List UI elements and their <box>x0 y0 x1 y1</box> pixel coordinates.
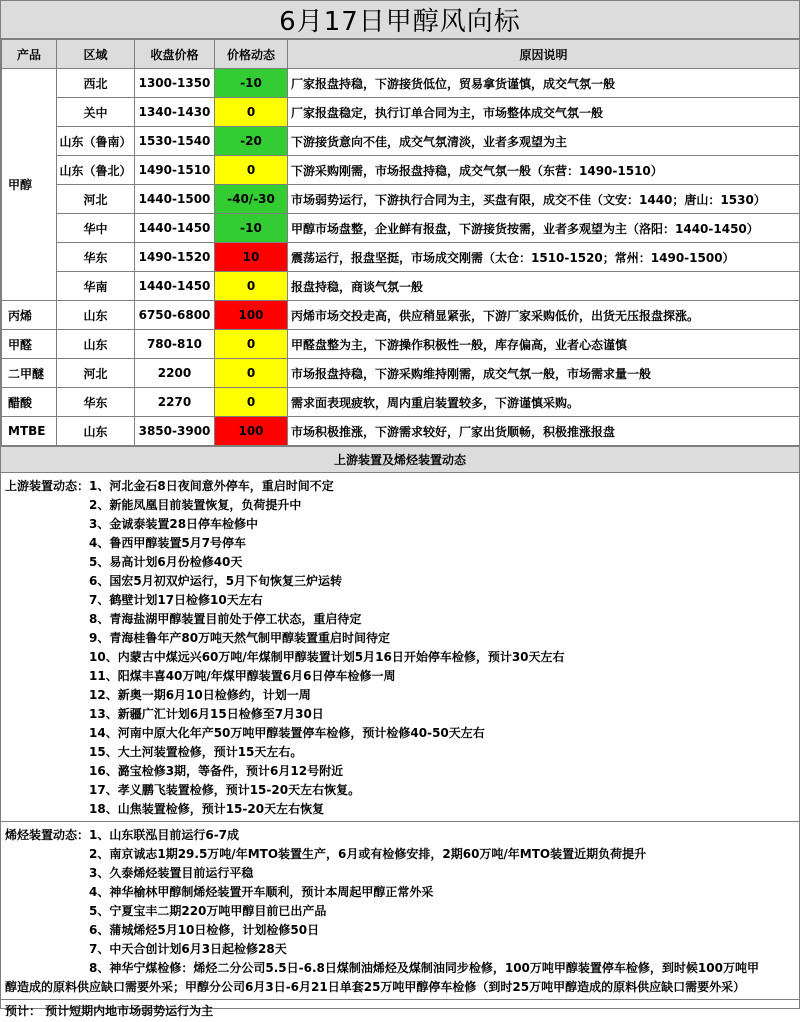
region-cell: 山东 <box>57 330 135 359</box>
list-item: 17、孝义鹏飞装置检修，预计15-20天左右恢复。 <box>89 783 361 797</box>
product-cell: 醋酸 <box>2 388 57 417</box>
table-row <box>2 272 800 301</box>
region-cell: 关中 <box>57 98 135 127</box>
region-cell: 河北 <box>57 359 135 388</box>
change-cell: 0 <box>215 156 288 185</box>
product-cell: MTBE <box>2 417 57 446</box>
price-cell: 6750-6800 <box>135 301 215 330</box>
region-cell: 山东 <box>57 417 135 446</box>
table-row <box>2 156 800 185</box>
table-row <box>2 388 800 417</box>
table-row <box>2 185 800 214</box>
reason-cell: 厂家报盘稳定，执行订单合同为主，市场整体成交气氛一般 <box>288 98 800 127</box>
table-row <box>2 417 800 446</box>
reason-cell: 报盘持稳，商谈气氛一般 <box>288 272 800 301</box>
price-cell: 2270 <box>135 388 215 417</box>
region-cell: 山东 <box>57 301 135 330</box>
price-cell: 1490-1510 <box>135 156 215 185</box>
price-cell: 2200 <box>135 359 215 388</box>
list-item: 9、青海桂鲁年产80万吨天然气制甲醇装置重启时间待定 <box>89 631 391 645</box>
list-item: 10、内蒙古中煤远兴60万吨/年煤制甲醇装置计划5月16日开始停车检修，预计30天左右 <box>89 650 565 664</box>
change-cell: -10 <box>215 214 288 243</box>
price-cell: 1440-1500 <box>135 185 215 214</box>
change-cell: 10 <box>215 243 288 272</box>
reason-cell: 丙烯市场交投走高，供应稍显紧张，下游厂家采购低价，出货无压报盘探涨。 <box>288 301 800 330</box>
table-row <box>2 214 800 243</box>
product-cell: 二甲醚 <box>2 359 57 388</box>
list-item: 8、青海盐湖甲醇装置目前处于停工状态，重启待定 <box>89 612 362 626</box>
list-item-continued: 醇造成的原料供应缺口需要外采；甲醇分公司6月3日-6月21日单套25万吨甲醇停车检修（到时25万吨甲醇造成的原料供应缺口需要外采） <box>5 980 746 994</box>
header-region: 区域 <box>57 40 135 69</box>
region-cell: 华中 <box>57 214 135 243</box>
reason-cell: 厂家报盘持稳，下游接货低位，贸易拿货谨慎，成交气氛一般 <box>288 69 800 98</box>
list-item: 3、久泰烯烃装置目前运行平稳 <box>89 866 254 880</box>
header-product: 产品 <box>2 40 57 69</box>
reason-cell: 下游采购刚需，市场报盘持稳，成交气氛一般（东营：1490-1510） <box>288 156 800 185</box>
change-cell: 0 <box>215 359 288 388</box>
reason-cell: 下游接货意向不佳，成交气氛清淡，业者多观望为主 <box>288 127 800 156</box>
reason-cell: 甲醇市场盘整，企业鲜有报盘，下游接货按需，业者多观望为主（洛阳：1440-1450） <box>288 214 800 243</box>
region-cell: 河北 <box>57 185 135 214</box>
reason-cell: 市场报盘持稳，下游采购维持刚需，成交气氛一般，市场需求量一般 <box>288 359 800 388</box>
region-cell: 华东 <box>57 388 135 417</box>
table-row <box>2 359 800 388</box>
header-price: 收盘价格 <box>135 40 215 69</box>
list-item: 6、蒲城烯烃5月10日检修，计划检修50日 <box>89 923 320 937</box>
region-cell: 山东（鲁北） <box>57 156 135 185</box>
price-cell: 3850-3900 <box>135 417 215 446</box>
price-cell: 1440-1450 <box>135 214 215 243</box>
reason-cell: 市场弱势运行，下游执行合同为主，买盘有限，成交不佳（文安：1440；唐山：1530） <box>288 185 800 214</box>
region-cell: 华东 <box>57 243 135 272</box>
page-title: 6月17日甲醇风向标 <box>1 1 799 39</box>
list-item: 15、大土河装置检修，预计15天左右。 <box>89 745 303 759</box>
price-cell: 780-810 <box>135 330 215 359</box>
product-cell: 甲醛 <box>2 330 57 359</box>
region-cell: 山东（鲁南） <box>57 127 135 156</box>
change-cell: 100 <box>215 417 288 446</box>
region-cell: 西北 <box>57 69 135 98</box>
list-item: 2、南京诚志1期29.5万吨/年MTO装置生产，6月或有检修安排，2期60万吨/年MTO装置近期负荷提升 <box>89 847 647 861</box>
price-table <box>1 39 800 446</box>
table-row <box>2 69 800 98</box>
list-item: 上游装置动态：1、河北金石8日夜间意外停车，重启时间不定 <box>1 477 799 496</box>
list-item: 4、神华榆林甲醇制烯烃装置开车顺利，预计本周起甲醇正常外采 <box>89 885 434 899</box>
list-item: 3、金诚泰装置28日停车检修中 <box>89 517 259 531</box>
region-cell: 华南 <box>57 272 135 301</box>
price-cell: 1300-1350 <box>135 69 215 98</box>
table-row <box>2 98 800 127</box>
list-item: 5、宁夏宝丰二期220万吨甲醇目前已出产品 <box>89 904 327 918</box>
forecast-note: 预计： 预计短期内地市场弱势运行为主 <box>5 1004 214 1018</box>
reason-cell: 市场积极推涨，下游需求较好，厂家出货顺畅，积极推涨报盘 <box>288 417 800 446</box>
upstream-block <box>1 473 799 822</box>
list-item: 12、新奥一期6月10日检修约，计划一周 <box>89 688 311 702</box>
reason-cell: 需求面表现疲软，周内重启装置较多，下游谨慎采购。 <box>288 388 800 417</box>
change-cell: -40/-30 <box>215 185 288 214</box>
table-header-row <box>2 40 800 69</box>
list-item: 8、神华宁煤检修：烯烃二分公司5.5日-6.8日煤制油烯烃及煤制油同步检修，100万吨甲醇装置停车检修，到时候100万吨甲 <box>89 961 759 975</box>
list-item: 14、河南中原大化年产50万吨甲醇装置停车检修，预计检修40-50天左右 <box>89 726 485 740</box>
table-row <box>2 330 800 359</box>
list-item: 5、易高计划6月份检修40天 <box>89 555 243 569</box>
price-cell: 1530-1540 <box>135 127 215 156</box>
header-reason: 原因说明 <box>288 40 800 69</box>
olefin-lead: 烯烃装置动态： <box>5 828 90 842</box>
change-cell: 0 <box>215 272 288 301</box>
change-cell: 0 <box>215 98 288 127</box>
price-cell: 1440-1450 <box>135 272 215 301</box>
change-cell: -10 <box>215 69 288 98</box>
change-cell: -20 <box>215 127 288 156</box>
price-cell: 1340-1430 <box>135 98 215 127</box>
change-cell: 0 <box>215 388 288 417</box>
reason-cell: 甲醛盘整为主，下游操作积极性一般，库存偏高，业者心态谨慎 <box>288 330 800 359</box>
list-item: 6、国宏5月初双炉运行，5月下旬恢复三炉运转 <box>89 574 343 588</box>
table-row <box>2 301 800 330</box>
list-item: 烯烃装置动态：1、山东联泓目前运行6-7成 <box>1 826 799 845</box>
list-item: 11、阳煤丰喜40万吨/年煤甲醇装置6月6日停车检修一周 <box>89 669 396 683</box>
product-methanol: 甲醇 <box>2 69 57 301</box>
list-item: 4、鲁西甲醇装置5月7号停车 <box>89 536 247 550</box>
section-title: 上游装置及烯烃装置动态 <box>1 446 799 473</box>
product-cell: 丙烯 <box>2 301 57 330</box>
list-item: 7、鹤壁计划17日检修10天左右 <box>89 593 263 607</box>
upstream-lead: 上游装置动态： <box>5 479 90 493</box>
change-cell: 0 <box>215 330 288 359</box>
table-row <box>2 243 800 272</box>
list-item: 16、潞宝检修3期，等备件，预计6月12号附近 <box>89 764 344 778</box>
header-change: 价格动态 <box>215 40 288 69</box>
list-item: 2、新能凤凰目前装置恢复，负荷提升中 <box>89 498 302 512</box>
olefin-block <box>1 822 799 1000</box>
table-row <box>2 127 800 156</box>
list-item: 7、中天合创计划6月3日起检修28天 <box>89 942 287 956</box>
reason-cell: 震荡运行，报盘坚挺，市场成交刚需（太仓：1510-1520；常州：1490-1500） <box>288 243 800 272</box>
change-cell: 100 <box>215 301 288 330</box>
list-item: 13、新疆广汇计划6月15日检修至7月30日 <box>89 707 324 721</box>
list-item: 18、山焦装置检修，预计15-20天左右恢复 <box>89 802 325 816</box>
price-cell: 1490-1520 <box>135 243 215 272</box>
